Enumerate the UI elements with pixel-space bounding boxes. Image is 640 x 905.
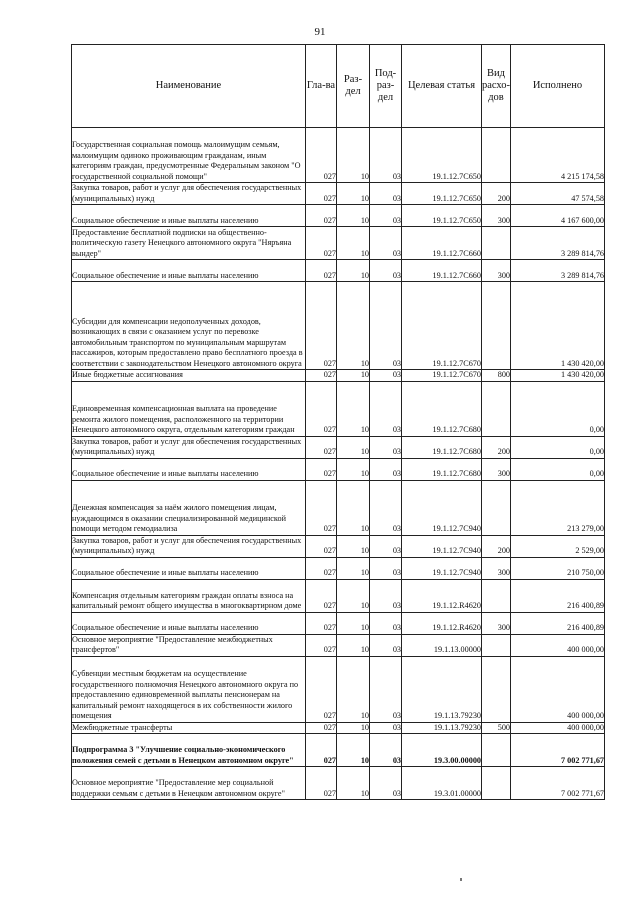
cell-podrazdel: 03: [370, 656, 402, 722]
table-row: [72, 436, 605, 458]
table-header-row: [72, 45, 605, 128]
cell-razdel: 10: [337, 612, 370, 634]
cell-statya: 19.1.13.00000: [402, 634, 482, 656]
cell-amount: 0,00: [511, 436, 605, 458]
cell-glava: 027: [306, 734, 337, 767]
table-row: [72, 634, 605, 656]
cell-statya: 19.1.12.7С680: [402, 458, 482, 480]
cell-razdel: 10: [337, 183, 370, 205]
cell-vid: 300: [482, 557, 511, 579]
table-row: [72, 480, 605, 535]
table-row: [72, 227, 605, 260]
cell-statya: 19.3.01.00000: [402, 767, 482, 800]
table-row: [72, 612, 605, 634]
cell-glava: 027: [306, 579, 337, 612]
cell-name: Предоставление бесплатной подписки на общественно-политическую газету Ненецкого автономного округа "Няръяна вындер": [72, 227, 306, 260]
header-podrazdel: Под-раз-дел: [370, 45, 402, 128]
cell-amount: 2 529,00: [511, 535, 605, 557]
cell-vid: [482, 734, 511, 767]
cell-podrazdel: 03: [370, 227, 402, 260]
cell-statya: 19.1.12.7С670: [402, 282, 482, 370]
cell-name: Социальное обеспечение и иные выплаты населению: [72, 458, 306, 480]
page-number: 91: [314, 26, 326, 38]
cell-razdel: 10: [337, 436, 370, 458]
cell-razdel: 10: [337, 458, 370, 480]
cell-vid: 200: [482, 436, 511, 458]
table-row: [72, 205, 605, 227]
header-ispolneno: Исполнено: [511, 45, 605, 128]
table-row: [72, 260, 605, 282]
table-row: [72, 458, 605, 480]
cell-amount: 1 430 420,00: [511, 370, 605, 382]
cell-name: Единовременная компенсационная выплата на проведение ремонта жилого помещения, расположенного на территории Ненецкого автономного округа, отдельным категориям граждан: [72, 381, 306, 436]
cell-razdel: 10: [337, 227, 370, 260]
cell-razdel: 10: [337, 480, 370, 535]
header-glava: Гла-ва: [306, 45, 337, 128]
cell-glava: 027: [306, 260, 337, 282]
cell-glava: 027: [306, 722, 337, 734]
table-row: [72, 370, 605, 382]
cell-podrazdel: 03: [370, 205, 402, 227]
cell-vid: 300: [482, 458, 511, 480]
cell-amount: 400 000,00: [511, 634, 605, 656]
cell-statya: 19.1.12.R4620: [402, 579, 482, 612]
cell-name: Иные бюджетные ассигнования: [72, 370, 306, 382]
table-row: [72, 535, 605, 557]
cell-vid: 200: [482, 535, 511, 557]
cell-name: Основное мероприятие "Предоставление межбюджетных трансфертов": [72, 634, 306, 656]
table-row: [72, 381, 605, 436]
cell-amount: 400 000,00: [511, 656, 605, 722]
cell-statya: 19.1.13.79230: [402, 722, 482, 734]
cell-razdel: 10: [337, 557, 370, 579]
cell-glava: 027: [306, 612, 337, 634]
cell-podrazdel: 03: [370, 734, 402, 767]
cell-name: Социальное обеспечение и иные выплаты населению: [72, 612, 306, 634]
cell-glava: 027: [306, 370, 337, 382]
cell-podrazdel: 03: [370, 183, 402, 205]
cell-name: Закупка товаров, работ и услуг для обеспечения государственных (муниципальных) нужд: [72, 535, 306, 557]
cell-name: Подпрограмма 3 "Улучшение социально-экономического положения семей с детьми в Ненецком автономном округе": [72, 734, 306, 767]
cell-podrazdel: 03: [370, 480, 402, 535]
cell-podrazdel: 03: [370, 767, 402, 800]
cell-statya: 19.1.12.7С940: [402, 480, 482, 535]
cell-podrazdel: 03: [370, 535, 402, 557]
table-row: [72, 579, 605, 612]
cell-statya: 19.1.12.7С940: [402, 535, 482, 557]
cell-podrazdel: 03: [370, 282, 402, 370]
cell-statya: 19.3.00.00000: [402, 734, 482, 767]
cell-name: Социальное обеспечение и иные выплаты населению: [72, 260, 306, 282]
cell-amount: 3 289 814,76: [511, 227, 605, 260]
scan-speck: [460, 878, 462, 881]
cell-vid: [482, 381, 511, 436]
cell-vid: 200: [482, 183, 511, 205]
cell-amount: 0,00: [511, 381, 605, 436]
cell-name: Закупка товаров, работ и услуг для обеспечения государственных (муниципальных) нужд: [72, 436, 306, 458]
table-row: [72, 557, 605, 579]
table-row: [72, 767, 605, 800]
cell-podrazdel: 03: [370, 722, 402, 734]
cell-razdel: 10: [337, 579, 370, 612]
cell-amount: 3 289 814,76: [511, 260, 605, 282]
cell-amount: 1 430 420,00: [511, 282, 605, 370]
cell-amount: 210 750,00: [511, 557, 605, 579]
cell-vid: 800: [482, 370, 511, 382]
header-statya: Целевая статья: [402, 45, 482, 128]
cell-podrazdel: 03: [370, 128, 402, 183]
cell-podrazdel: 03: [370, 260, 402, 282]
cell-glava: 027: [306, 227, 337, 260]
cell-name: Субсидии для компенсации недополученных доходов, возникающих в связи с оказанием услуг по перевозке автомобильным транспортом по муниципальным маршрутам пассажиров, которым предоставлено право бесплатного проезда в соответствии с законодательством Ненецкого автономного округа: [72, 282, 306, 370]
cell-name: Субвенции местным бюджетам на осуществление государственного полномочия Ненецкого автономного округа по предоставлению единовременной выплаты пенсионерам на капитальный ремонт находящегося в их собственности жилого помещения: [72, 656, 306, 722]
cell-razdel: 10: [337, 656, 370, 722]
cell-razdel: 10: [337, 205, 370, 227]
cell-vid: [482, 579, 511, 612]
cell-glava: 027: [306, 205, 337, 227]
cell-podrazdel: 03: [370, 381, 402, 436]
table-row: [72, 282, 605, 370]
cell-amount: 213 279,00: [511, 480, 605, 535]
cell-vid: 300: [482, 612, 511, 634]
cell-vid: [482, 656, 511, 722]
cell-name: Государственная социальная помощь малоимущим семьям, малоимущим одиноко проживающим гражданам, иным категориям граждан, предусмотренные Федеральным законом "О государственной социальной помощи": [72, 128, 306, 183]
table-row: [72, 183, 605, 205]
cell-podrazdel: 03: [370, 557, 402, 579]
cell-vid: 300: [482, 205, 511, 227]
cell-glava: 027: [306, 634, 337, 656]
cell-name: Денежная компенсация за наём жилого помещения лицам, нуждающимся в оказании специализированной медицинской помощи методом гемодиализа: [72, 480, 306, 535]
cell-statya: 19.1.12.7С680: [402, 436, 482, 458]
cell-statya: 19.1.12.7С940: [402, 557, 482, 579]
cell-razdel: 10: [337, 282, 370, 370]
cell-glava: 027: [306, 436, 337, 458]
table-row: [72, 722, 605, 734]
cell-name: Социальное обеспечение и иные выплаты населению: [72, 557, 306, 579]
cell-amount: 7 002 771,67: [511, 767, 605, 800]
cell-name: Компенсация отдельным категориям граждан оплаты взноса на капитальный ремонт общего имущества в многоквартирном доме: [72, 579, 306, 612]
cell-glava: 027: [306, 557, 337, 579]
table-row: [72, 128, 605, 183]
cell-glava: 027: [306, 458, 337, 480]
cell-amount: 216 400,89: [511, 579, 605, 612]
header-name: Наименование: [72, 45, 306, 128]
cell-podrazdel: 03: [370, 612, 402, 634]
cell-amount: 0,00: [511, 458, 605, 480]
cell-name: Социальное обеспечение и иные выплаты населению: [72, 205, 306, 227]
cell-podrazdel: 03: [370, 436, 402, 458]
cell-amount: 4 215 174,58: [511, 128, 605, 183]
cell-glava: 027: [306, 381, 337, 436]
header-vid: Вид расхо-дов: [482, 45, 511, 128]
cell-podrazdel: 03: [370, 634, 402, 656]
cell-razdel: 10: [337, 381, 370, 436]
cell-razdel: 10: [337, 260, 370, 282]
table-body: [72, 128, 605, 800]
cell-podrazdel: 03: [370, 579, 402, 612]
cell-razdel: 10: [337, 767, 370, 800]
cell-razdel: 10: [337, 128, 370, 183]
cell-vid: [482, 634, 511, 656]
cell-vid: [482, 282, 511, 370]
cell-amount: 7 002 771,67: [511, 734, 605, 767]
cell-statya: 19.1.12.7С670: [402, 370, 482, 382]
cell-glava: 027: [306, 128, 337, 183]
cell-statya: 19.1.12.7С650: [402, 128, 482, 183]
cell-statya: 19.1.12.7С680: [402, 381, 482, 436]
cell-amount: 400 000,00: [511, 722, 605, 734]
budget-table: [71, 44, 605, 800]
cell-vid: 500: [482, 722, 511, 734]
cell-vid: [482, 480, 511, 535]
cell-amount: 47 574,58: [511, 183, 605, 205]
cell-razdel: 10: [337, 734, 370, 767]
cell-name: Основное мероприятие "Предоставление мер социальной поддержки семьям с детьми в Ненецком автономном округе": [72, 767, 306, 800]
cell-razdel: 10: [337, 722, 370, 734]
cell-razdel: 10: [337, 634, 370, 656]
cell-glava: 027: [306, 535, 337, 557]
cell-name: Межбюджетные трансферты: [72, 722, 306, 734]
cell-statya: 19.1.13.79230: [402, 656, 482, 722]
cell-amount: 4 167 600,00: [511, 205, 605, 227]
cell-podrazdel: 03: [370, 370, 402, 382]
cell-vid: [482, 767, 511, 800]
cell-amount: 216 400,89: [511, 612, 605, 634]
cell-vid: [482, 227, 511, 260]
cell-vid: [482, 128, 511, 183]
cell-glava: 027: [306, 767, 337, 800]
cell-statya: 19.1.12.R4620: [402, 612, 482, 634]
cell-glava: 027: [306, 656, 337, 722]
cell-statya: 19.1.12.7С660: [402, 260, 482, 282]
cell-glava: 027: [306, 480, 337, 535]
cell-statya: 19.1.12.7С650: [402, 183, 482, 205]
cell-statya: 19.1.12.7С650: [402, 205, 482, 227]
cell-vid: 300: [482, 260, 511, 282]
cell-glava: 027: [306, 183, 337, 205]
cell-name: Закупка товаров, работ и услуг для обеспечения государственных (муниципальных) нужд: [72, 183, 306, 205]
cell-glava: 027: [306, 282, 337, 370]
cell-podrazdel: 03: [370, 458, 402, 480]
table-row: [72, 656, 605, 722]
header-razdel: Раз-дел: [337, 45, 370, 128]
cell-razdel: 10: [337, 535, 370, 557]
cell-statya: 19.1.12.7С660: [402, 227, 482, 260]
cell-razdel: 10: [337, 370, 370, 382]
table-row: [72, 734, 605, 767]
